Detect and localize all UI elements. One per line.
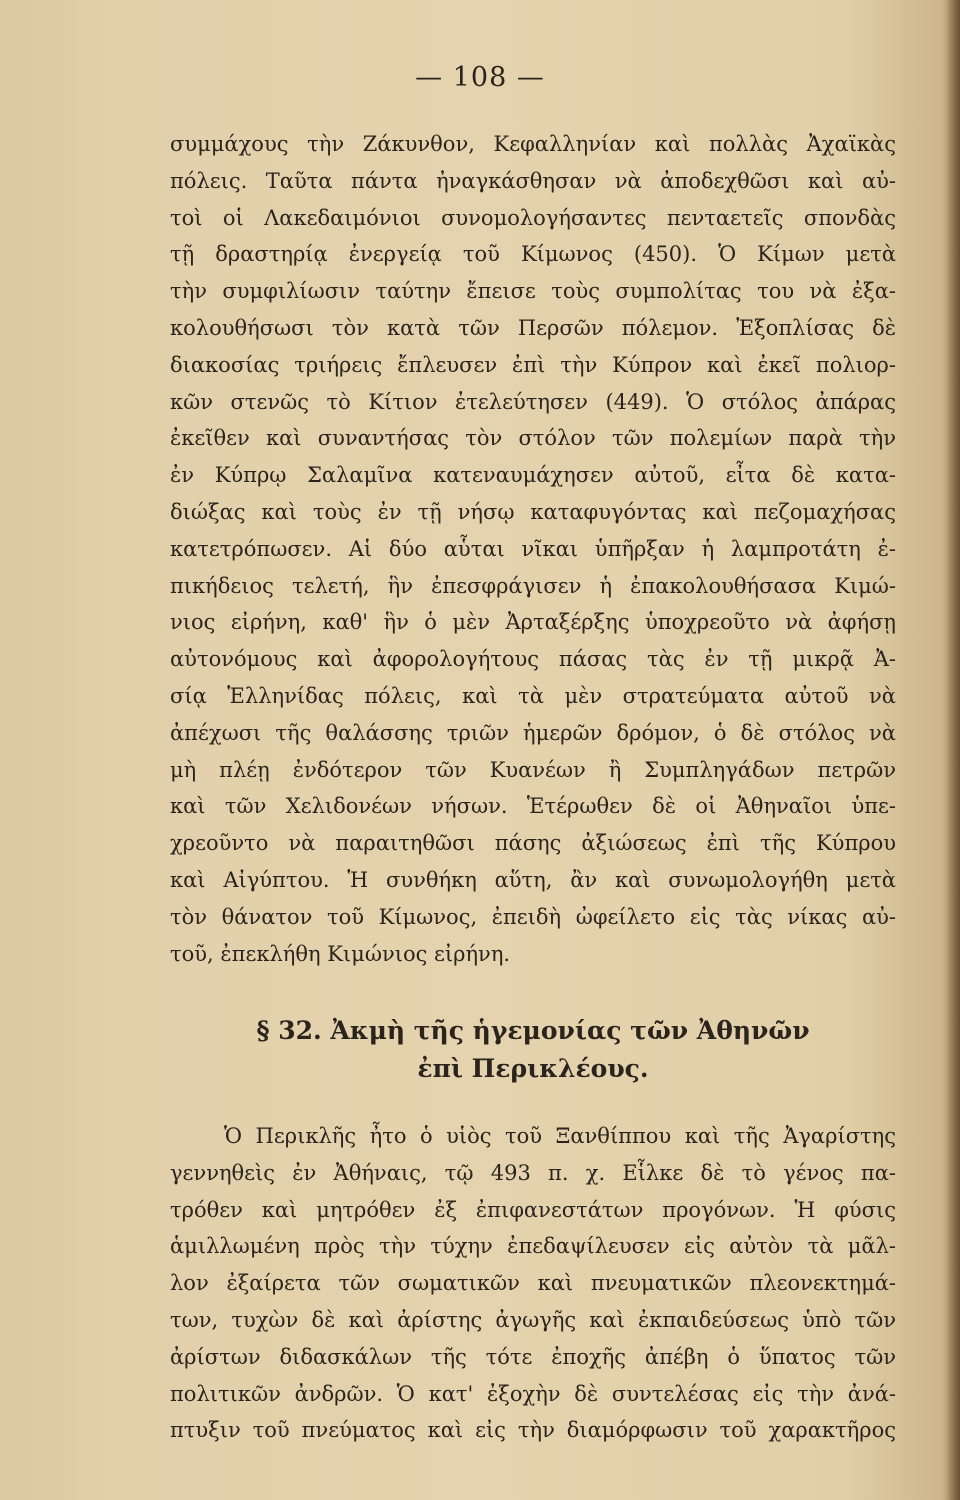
text-line: των, τυχὼν δὲ καὶ ἀρίστης ἀγωγῆς καὶ ἐκπαιδεύσεως ὑπὸ τῶν — [170, 1307, 896, 1332]
paragraph-2 — [170, 1118, 896, 1449]
text-line: κολουθήσωσι τὸν κατὰ τῶν Περσῶν πόλεμον. Ἐξοπλίσας δὲ — [170, 315, 896, 340]
text-line: καὶ Αἰγύπτου. Ἡ συνθήκη αὕτη, ἂν καὶ συνωμολογήθη μετὰ — [170, 867, 896, 892]
text-line: κατετρόπωσεν. Αἱ δύο αὗται νῖκαι ὑπῆρξαν ἡ λαμπροτάτη ἐ- — [170, 536, 896, 561]
text-line: αὐτονόμους καὶ ἀφορολογήτους πάσας τὰς ἐν τῇ μικρᾷ Ἀ- — [170, 647, 896, 672]
text-line: πικήδειος τελετή, ἣν ἐπεσφράγισεν ἡ ἐπακολουθήσασα Κιμώ- — [170, 573, 896, 598]
text-line: τρόθεν καὶ μητρόθεν ἐξ ἐπιφανεστάτων προγόνων. Ἡ φύσις — [170, 1197, 896, 1222]
text-line: τοὶ οἱ Λακεδαιμόνιοι συνομολογήσαντες πενταετεῖς σπονδὰς — [170, 205, 896, 230]
text-line: ἀρίστων διδασκάλων τῆς τότε ἐποχῆς ἀπέβη ὁ ὕπατος τῶν — [170, 1344, 896, 1369]
section-heading-line-1: § 32. Ἀκμὴ τῆς ἡγεμονίας τῶν Ἀθηνῶν — [256, 1016, 810, 1045]
text-line: γεννηθεὶς ἐν Ἀθήναις, τῷ 493 π. χ. Εἷλκε δὲ τὸ γένος πα- — [170, 1160, 896, 1185]
text-line: τῇ δραστηρίᾳ ἐνεργείᾳ τοῦ Κίμωνος (450). Ὁ Κίμων μετὰ — [170, 242, 896, 267]
section-heading-line-2: ἐπὶ Περικλέους. — [417, 1054, 649, 1083]
text-line: ἐκεῖθεν καὶ συναντήσας τὸν στόλον τῶν πολεμίων παρὰ τὴν — [170, 426, 896, 451]
text-line: μὴ πλέῃ ἐνδότερον τῶν Κυανέων ἢ Συμπληγάδων πετρῶν — [170, 757, 896, 782]
text-line: ἀπέχωσι τῆς θαλάσσης τριῶν ἡμερῶν δρόμον, ὁ δὲ στόλος νὰ — [170, 720, 896, 745]
text-line: σίᾳ Ἑλληνίδας πόλεις, καὶ τὰ μὲν στρατεύματα αὐτοῦ νὰ — [170, 683, 896, 708]
text-line: ἁμιλλωμένη πρὸς τὴν τύχην ἐπεδαψίλευσεν εἰς αὐτὸν τὰ μᾶλ- — [170, 1234, 896, 1259]
text-line: τοῦ, ἐπεκλήθη Κιμώνιος εἰρήνη. — [170, 941, 511, 966]
page-edge-shadow — [946, 0, 960, 1500]
text-line: διακοσίας τριήρεις ἔπλευσεν ἐπὶ τὴν Κύπρον καὶ ἐκεῖ πολιορ- — [170, 352, 896, 377]
text-line: πολιτικῶν ἀνδρῶν. Ὁ κατ' ἐξοχὴν δὲ συντελέσας εἰς τὴν ἀνά- — [170, 1381, 896, 1406]
text-line: τὸν θάνατον τοῦ Κίμωνος, ἐπειδὴ ὠφείλετο εἰς τὰς νίκας αὐ- — [170, 904, 896, 929]
text-line: λον ἐξαίρετα τῶν σωματικῶν καὶ πνευματικῶν πλεονεκτημά- — [170, 1271, 896, 1296]
text-line: χρεοῦντο νὰ παραιτηθῶσι πάσης ἀξιώσεως ἐπὶ τῆς Κύπρου — [170, 831, 896, 856]
text-line: πόλεις. Ταῦτα πάντα ἠναγκάσθησαν νὰ ἀποδεχθῶσι καὶ αὐ- — [170, 168, 896, 193]
text-line: κῶν στενῶς τὸ Κίτιον ἐτελεύτησεν (449). Ὁ στόλος ἀπάρας — [170, 389, 896, 414]
text-line: διώξας καὶ τοὺς ἐν τῇ νήσῳ καταφυγόντας καὶ πεζομαχήσας — [170, 499, 896, 524]
text-line: ἐν Κύπρῳ Σαλαμῖνα κατεναυμάχησεν αὐτοῦ, εἶτα δὲ κατα- — [170, 463, 896, 488]
text-line: συμμάχους τὴν Ζάκυνθον, Κεφαλληνίαν καὶ πολλὰς Ἀχαϊκὰς — [170, 132, 896, 156]
text-line: καὶ τῶν Χελιδονέων νήσων. Ἑτέρωθεν δὲ οἱ Ἀθηναῖοι ὑπε- — [170, 794, 896, 819]
text-line: Ὁ Περικλῆς ἦτο ὁ υἱὸς τοῦ Ξανθίππου καὶ τῆς Ἀγαρίστης — [224, 1124, 896, 1148]
page-number: — 108 — — [415, 62, 545, 93]
text-line: νιος εἰρήνη, καθ' ἣν ὁ μὲν Ἀρταξέρξης ὑποχρεοῦτο νὰ ἀφήσῃ — [170, 610, 896, 635]
text-line: τὴν συμφιλίωσιν ταύτην ἔπεισε τοὺς συμπολίτας του νὰ ἐξα- — [170, 279, 896, 304]
section-heading — [170, 1012, 896, 1088]
text-line: πτυξιν τοῦ πνεύματος καὶ εἰς τὴν διαμόρφωσιν τοῦ χαρακτῆρος — [170, 1418, 896, 1443]
paragraph-1 — [170, 126, 896, 972]
